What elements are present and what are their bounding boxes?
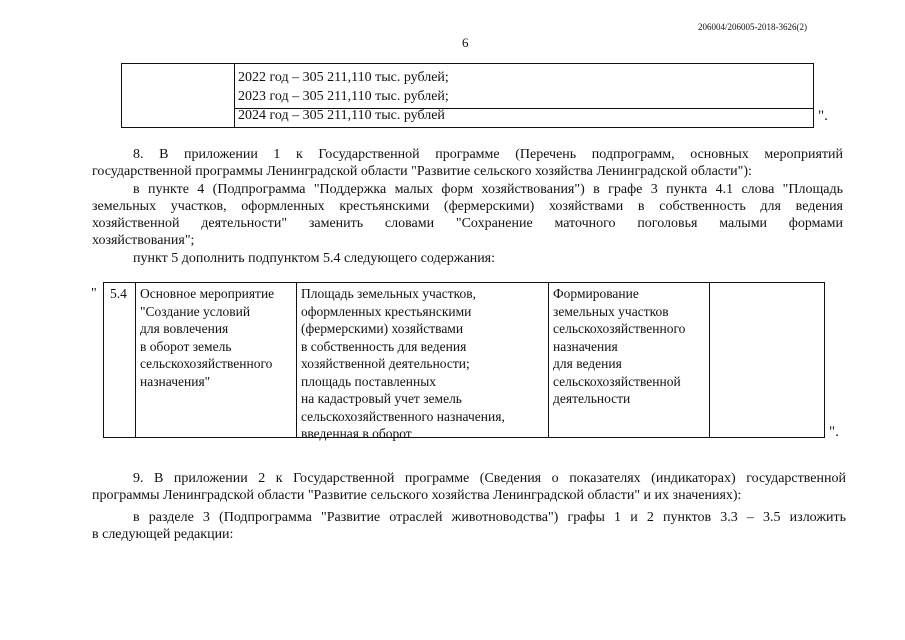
column-divider — [709, 283, 710, 437]
result-line: сельскохозяйственного — [553, 321, 686, 336]
paragraph-9 — [92, 470, 846, 504]
indicator-line: в собственность для ведения — [301, 338, 467, 354]
table-divider — [234, 64, 235, 127]
row-number: 5.4 — [110, 286, 127, 301]
paragraph-line: хозяйственной деятельности" заменить словами "Сохранение маточного поголовья малыми формами — [92, 216, 843, 231]
column-divider — [135, 283, 136, 437]
indicator-line: на кадастровый учет земель — [301, 391, 462, 406]
funding-line-2024: 2024 год – 305 211,110 тыс. рублей — [238, 108, 445, 123]
indicator-line: площадь поставленных — [301, 373, 437, 389]
paragraph-8-line: государственной программы Ленинградской области "Развитие сельского хозяйства Ленинградской области"): — [92, 164, 752, 179]
paragraph-line: хозяйствования"; — [92, 233, 195, 248]
indicator-line: Площадь земельных участков, — [301, 286, 476, 301]
result-line: назначения — [553, 338, 618, 354]
indicator-line: (фермерскими) хозяйствами — [301, 321, 464, 336]
paragraph-8-line: 8. В приложении 1 к Государственной программе (Перечень подпрограмм, основных мероприятий — [133, 147, 843, 162]
result-cell — [553, 285, 685, 408]
paragraph-line: в следующей редакции: — [92, 527, 234, 542]
result-line: для ведения — [553, 356, 622, 371]
paragraph-line: земельных участков, оформленных крестьянскими (фермерскими) хозяйствами в собственность для ведения — [92, 199, 843, 214]
event-line: в оборот земель — [140, 338, 232, 354]
funding-line-2023: 2023 год – 305 211,110 тыс. рублей; — [238, 89, 449, 104]
funding-table — [121, 63, 814, 128]
paragraph-line: в пункте 4 (Подпрограмма "Поддержка малых форм хозяйствования") в графе 3 пункта 4.1 слова "Площадь — [133, 182, 843, 197]
closing-quote: ". — [829, 424, 839, 440]
paragraph-point-5: пункт 5 дополнить подпунктом 5.4 следующего содержания: — [133, 251, 496, 266]
column-divider — [296, 283, 297, 437]
result-line: земельных участков — [553, 303, 669, 319]
result-line: деятельности — [553, 391, 631, 406]
paragraph-9-line: программы Ленинградской области "Развитие сельского хозяйства Ленинградской области" и их значениях): — [92, 488, 742, 503]
paragraph-8 — [92, 146, 843, 180]
event-line: назначения" — [140, 373, 211, 389]
opening-quote: " — [91, 286, 97, 301]
column-divider — [548, 283, 549, 437]
closing-quote: ". — [818, 108, 828, 124]
indicator-line: оформленных крестьянскими — [301, 303, 472, 319]
document-id: 206004/206005-2018-3626(2) — [698, 22, 807, 32]
paragraph-8-subitem — [92, 181, 843, 249]
page-number: 6 — [462, 35, 469, 50]
subprogram-table — [103, 282, 825, 441]
event-line: Основное мероприятие — [140, 286, 275, 301]
event-line: сельскохозяйственного — [140, 356, 273, 371]
indicator-line: сельскохозяйственного назначения, — [301, 408, 505, 424]
paragraph-9-subitem — [92, 509, 846, 543]
indicator-line: хозяйственной деятельности; — [301, 356, 470, 371]
event-line: для вовлечения — [140, 321, 229, 336]
event-line: "Создание условий — [140, 303, 251, 319]
indicator-cell — [301, 285, 505, 443]
funding-line-2022: 2022 год – 305 211,110 тыс. рублей; — [238, 70, 449, 85]
paragraph-9-line: 9. В приложении 2 к Государственной программе (Сведения о показателях (индикаторах) государственной — [133, 471, 846, 486]
paragraph-line: в разделе 3 (Подпрограмма "Развитие отраслей животноводства") графы 1 и 2 пунктов 3.3 – 3.5 изложить — [133, 510, 846, 525]
result-line: сельскохозяйственной — [553, 373, 681, 389]
result-line: Формирование — [553, 286, 639, 301]
event-cell — [140, 285, 274, 390]
indicator-line: введенная в оборот — [301, 426, 412, 441]
